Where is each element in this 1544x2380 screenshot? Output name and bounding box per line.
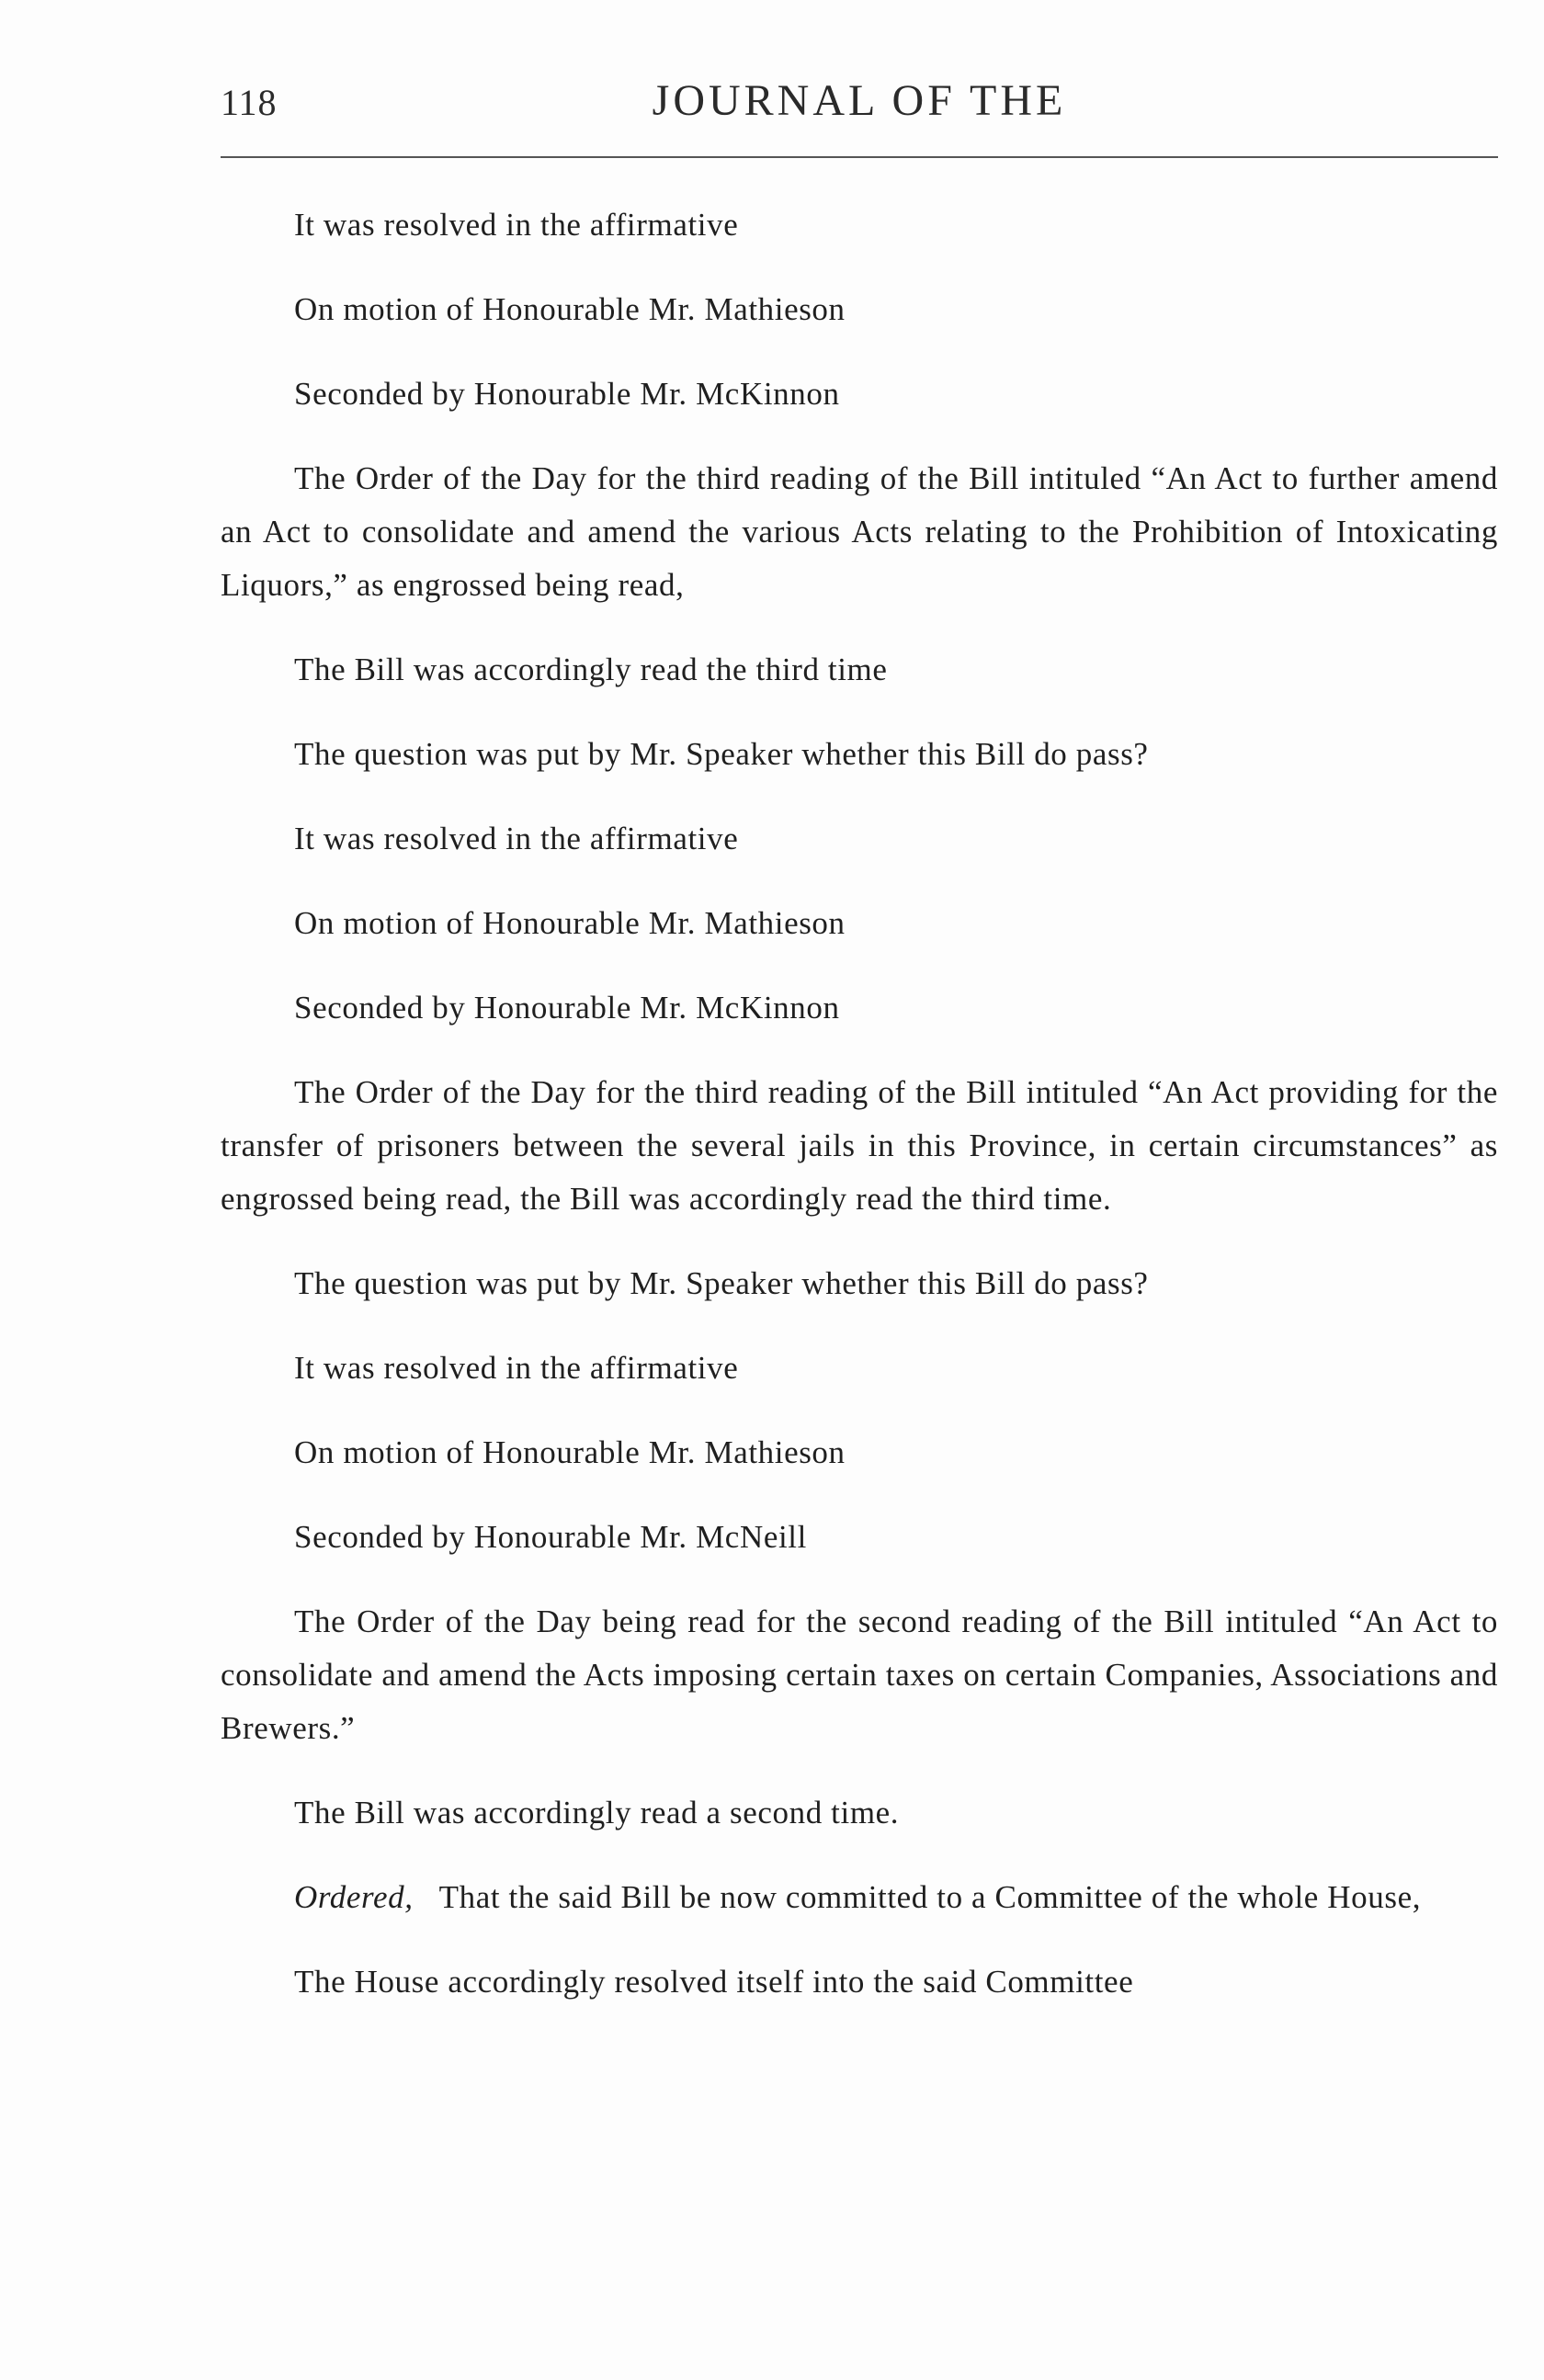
page-number: 118	[221, 82, 278, 123]
paragraph-seconded-1: Seconded by Honourable Mr. McKinnon	[294, 376, 840, 412]
paragraph-question-2: The question was put by Mr. Speaker whether this Bill do pass?	[294, 1265, 1149, 1301]
paragraph-bill-read-1: The Bill was accordingly read the third time	[294, 652, 888, 687]
ordered-label: Ordered,	[294, 1879, 414, 1915]
paragraph-seconded-3: Seconded by Honourable Mr. McNeill	[294, 1519, 807, 1555]
paragraph-ordered	[221, 1871, 1498, 1924]
paragraph-order-of-day-2: The Order of the Day for the third reading of the Bill intituled “An Act providing for the transfer of prisoners between the several jails in this Province, in certain circumstances” as engrossed being read, the Bill was accordingly read the third time.	[221, 1074, 1498, 1217]
paragraph-seconded-2: Seconded by Honourable Mr. McKinnon	[294, 990, 840, 1026]
paragraph-motion-2: On motion of Honourable Mr. Mathieson	[294, 905, 846, 941]
paragraph-question-1: The question was put by Mr. Speaker whether this Bill do pass?	[294, 736, 1149, 772]
running-head: JOURNAL OF THE	[652, 76, 1067, 125]
header-rule	[221, 156, 1498, 158]
paragraph-motion-1: On motion of Honourable Mr. Mathieson	[294, 291, 846, 327]
paragraph-motion-3: On motion of Honourable Mr. Mathieson	[294, 1434, 846, 1470]
page-header	[221, 75, 1498, 149]
ordered-text: That the said Bill be now committed to a Committee of the whole House,	[438, 1879, 1422, 1915]
paragraph-bill-read-2: The Bill was accordingly read a second time.	[294, 1795, 900, 1830]
paragraph-resolved-1: It was resolved in the affirmative	[294, 207, 739, 243]
paragraph-resolved-2: It was resolved in the affirmative	[294, 821, 739, 856]
paragraph-resolved-3: It was resolved in the affirmative	[294, 1350, 739, 1386]
paragraph-committee: The House accordingly resolved itself into the said Committee	[294, 1964, 1134, 2000]
journal-body	[221, 175, 1498, 2009]
paragraph-order-of-day-1: The Order of the Day for the third reading of the Bill intituled “An Act to further amend an Act to consolidate and amend the various Acts relating to the Prohibition of Intoxicating Liquors,” as engrossed being read,	[221, 460, 1498, 603]
paragraph-order-of-day-3: The Order of the Day being read for the second reading of the Bill intituled “An Act to consolidate and amend the Acts imposing certain taxes on certain Companies, Associations and Brewers.”	[221, 1604, 1498, 1746]
